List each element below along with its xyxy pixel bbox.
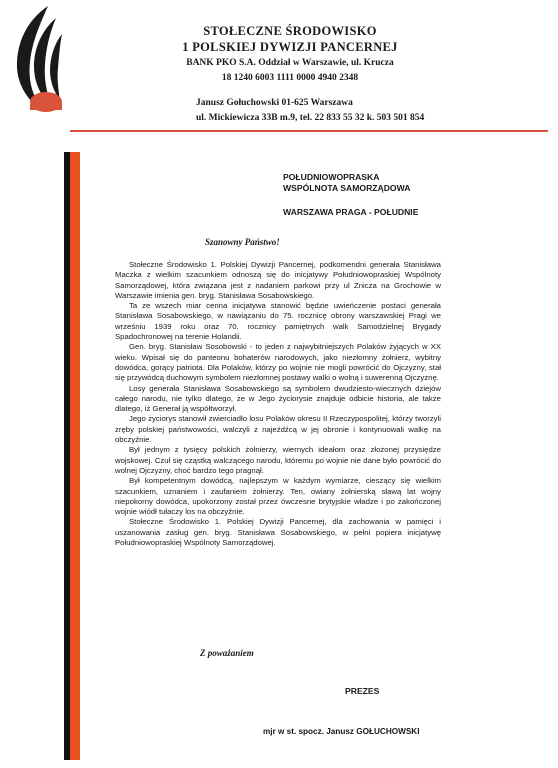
recipient-line3: WARSZAWA PRAGA - POŁUDNIE [283,207,419,217]
signature-name: mjr w st. spocz. Janusz GOŁUCHOWSKI [263,727,420,736]
paragraph: Jego życiorys stanowił zwierciadło losu Polaków okresu II Rzeczypospolitej, którzy tworzyli zręby polskiej państwowości, walczyli z najeźdźcą w jej obronie i kontynuowali walkę na obczyźnie. [115,414,441,445]
paragraph: Był kompetentnym dowódcą, najlepszym w każdym wymiarze, cieszący się wielkim szacunkiem, uznaniem i zaufaniem żołnierzy. Ten, owiany żołnierską sławą lat wojny niepokorny dowódca, upokorzony został przez ówczesne brytyjskie władze i po zakończonej wojnie wiódł tułaczy los na obczyźnie. [115,476,441,517]
paragraph: Był jednym z tysięcy polskich żołnierzy, wiernych ideałom oraz złożonej przysiędze wojskowej. Czuł się cząstką walczącego narodu, któremu po wojnie nie dane było powrócić do wolnej Ojczyzny, choć bardzo tego pragnął. [115,445,441,475]
contact-name: Janusz Gołuchowski 01-625 Warszawa [196,98,353,108]
bank-info: BANK PKO S.A. Oddział w Warszawie, ul. Krucza [186,58,394,68]
recipient-line1: POŁUDNIOWOPRASKA [283,172,380,182]
paragraph: Stołeczne Środowisko 1. Polskiej Dywizji Pancernej, dla zachowania w pamięci i uszanowania zasług gen. bryg. Stanisława Sosabowskiego, w pełni popiera inicjatywę Południowopraskiej Wspólnoty Samorządowej. [115,517,441,548]
header-divider [70,130,548,132]
paragraph: Losy generała Stanisława Sosabowskiego są symbolem dwudziesto-wiecznych dziejów całego narodu, nie tylko dlatego, że w Jego życiorysie znajduje odbicie historia, ale także dlatego, iż Generał ją współtworzył. [115,383,441,414]
org-name-line1: STOŁECZNE ŚRODOWISKO [203,24,377,38]
accent-stripe [64,152,80,760]
paragraph: Ta ze wszech miar cenna inicjatywa stanowić będzie uwieńczenie postaci generała Stanisława Sosabowskiego, w nawiązaniu do 75. rocznicę obrony warszawskiej Pragi we wrześniu 1939 roku oraz 70. rocznicy pamiętnych walk Samodzielnej Brygady Spadochronowej na terenie Holandii. [115,301,441,342]
winged-helmet-icon [8,4,66,124]
contact-address: ul. Mickiewicza 33B m.9, tel. 22 833 55 32 k. 503 501 854 [196,113,425,123]
recipient-line2: WSPÓLNOTA SAMORZĄDOWA [283,183,411,193]
bank-account: 18 1240 6003 1111 0000 4940 2348 [221,73,359,83]
accent-stripe-orange [70,152,80,760]
paragraph: Stołeczne Środowisko 1. Polskiej Dywizji Pancernej, podkomendni generała Stanisława Maczka z wielkim szacunkiem odnoszą się do inicjatywy Południowopraskiej Wspólnoty Samorządowej, która związana jest z nadaniem parkowi przy ul Znicza na Grochowie w Warszawie imienia gen. bryg. Stanisława Sosabowskiego. [115,260,441,300]
closing: Z poważaniem [200,648,254,658]
paragraph: Gen. bryg. Stanisław Sosobowski - to jeden z najwybitniejszych Polaków żyjących w XX wieku. Wpisał się do panteonu bohaterów narodowych, jako niezłomny żołnierz, wybitny dowódca, gorący patriota. Dla Polaków, którzy po wojnie nie mogli powrócić do Ojczyzny, stał się przywódcą duchowym symbolem niezłomnej postawy walki o wolną i suwerenną Ojczyznę. [115,342,441,383]
signature-title: PREZES [345,686,380,696]
letter-body [115,260,441,548]
org-name-line2: 1 POLSKIEJ DYWIZJI PANCERNEJ [182,40,398,54]
salutation: Szanowny Państwo! [205,237,280,247]
